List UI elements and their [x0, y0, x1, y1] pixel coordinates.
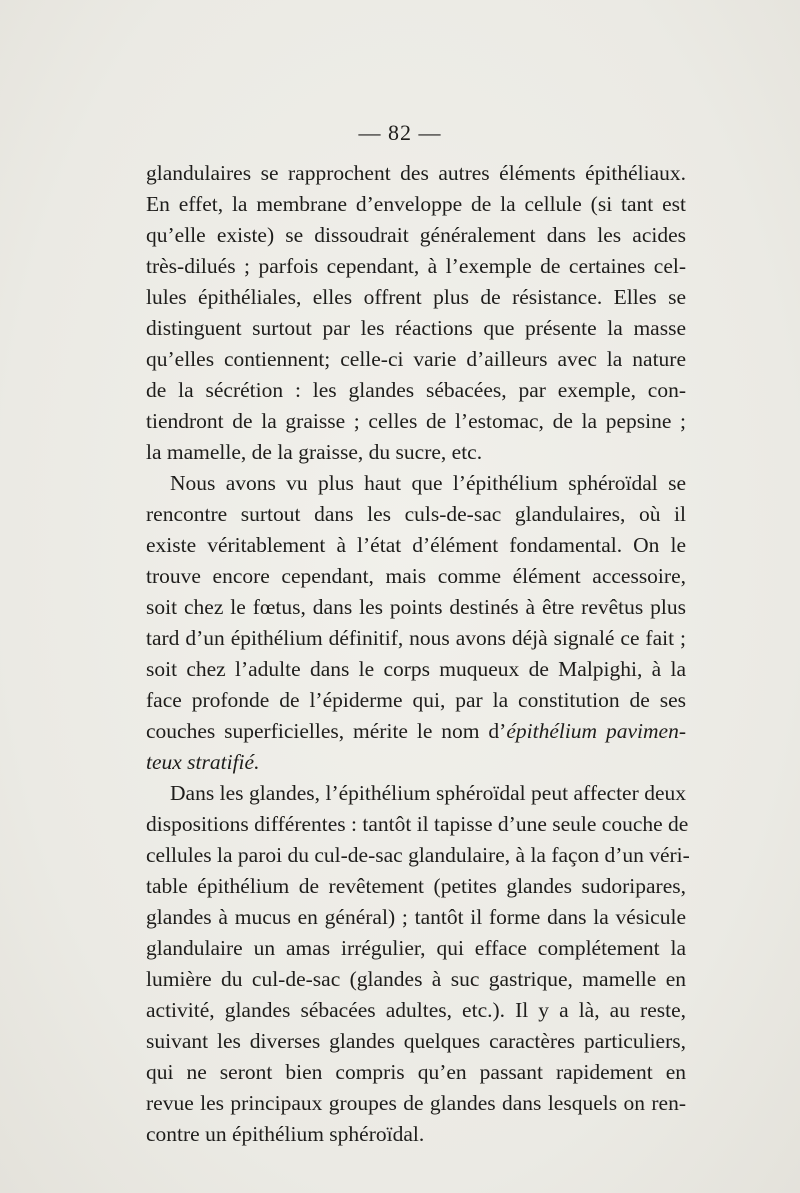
text-line: activité, glandes sébacées adultes, etc.). Il y a là, au reste,: [146, 998, 686, 1022]
text-line: revue les principaux groupes de glandes dans lesquels on ren-: [146, 1091, 686, 1115]
text-line: qu’elles contiennent; celle-ci varie d’ailleurs avec la nature: [146, 347, 686, 371]
text-line: lules épithéliales, elles offrent plus de résistance. Elles se: [146, 285, 686, 309]
text-line: tard d’un épithélium définitif, nous avons déjà signalé ce fait ;: [146, 626, 686, 650]
text-line: suivant les diverses glandes quelques caractères particuliers,: [146, 1029, 686, 1053]
text-line: dispositions différentes : tantôt il tapisse d’une seule couche de: [146, 812, 689, 836]
text-line: face profonde de l’épiderme qui, par la constitution de ses: [146, 688, 686, 712]
text-line: [146, 747, 686, 778]
italic-term: teux stratifié.: [146, 750, 260, 774]
text-line: soit chez le fœtus, dans les points destinés à être revêtus plus: [146, 595, 686, 619]
text-line: de la sécrétion : les glandes sébacées, par exemple, con-: [146, 378, 686, 402]
text-line: qui ne seront bien compris qu’en passant rapidement en: [146, 1060, 686, 1084]
text-line: qu’elle existe) se dissoudrait généralement dans les acides: [146, 223, 686, 247]
text-line: distinguent surtout par les réactions que présente la masse: [146, 316, 686, 340]
text-line: la mamelle, de la graisse, du sucre, etc.: [146, 440, 483, 464]
text-line: trouve encore cependant, mais comme élément accessoire,: [146, 564, 686, 588]
text-line: lumière du cul-de-sac (glandes à suc gastrique, mamelle en: [146, 967, 686, 991]
text-line: cellules la paroi du cul-de-sac glandulaire, à la façon d’un véri-: [146, 843, 690, 867]
text-line: tiendront de la graisse ; celles de l’estomac, de la pepsine ;: [146, 409, 686, 433]
body-text: [146, 158, 690, 1150]
text-line: soit chez l’adulte dans le corps muqueux de Malpighi, à la: [146, 657, 686, 681]
italic-term: épithélium pavimen-: [506, 719, 686, 743]
text-line: Dans les glandes, l’épithélium sphéroïdal peut affecter deux: [170, 781, 686, 805]
text-line: très-dilués ; parfois cependant, à l’exemple de certaines cel-: [146, 254, 686, 278]
text-line: En effet, la membrane d’enveloppe de la cellule (si tant est: [146, 192, 686, 216]
text-line: rencontre surtout dans les culs-de-sac glandulaires, où il: [146, 502, 686, 526]
text-line: table épithélium de revêtement (petites glandes sudoripares,: [146, 874, 686, 898]
text-line: glandes à mucus en général) ; tantôt il forme dans la vésicule: [146, 905, 686, 929]
text-line: contre un épithélium sphéroïdal.: [146, 1122, 425, 1146]
text-line: existe véritablement à l’état d’élément fondamental. On le: [146, 533, 686, 557]
text-line: couches superficielles, mérite le nom d’épithélium pavimen-: [146, 719, 686, 743]
page-number: — 82 —: [358, 120, 442, 145]
text-line: Nous avons vu plus haut que l’épithélium sphéroïdal se: [170, 471, 686, 495]
text-line: glandulaires se rapprochent des autres éléments épithéliaux.: [146, 161, 686, 185]
text-line: glandulaire un amas irrégulier, qui efface complétement la: [146, 936, 686, 960]
